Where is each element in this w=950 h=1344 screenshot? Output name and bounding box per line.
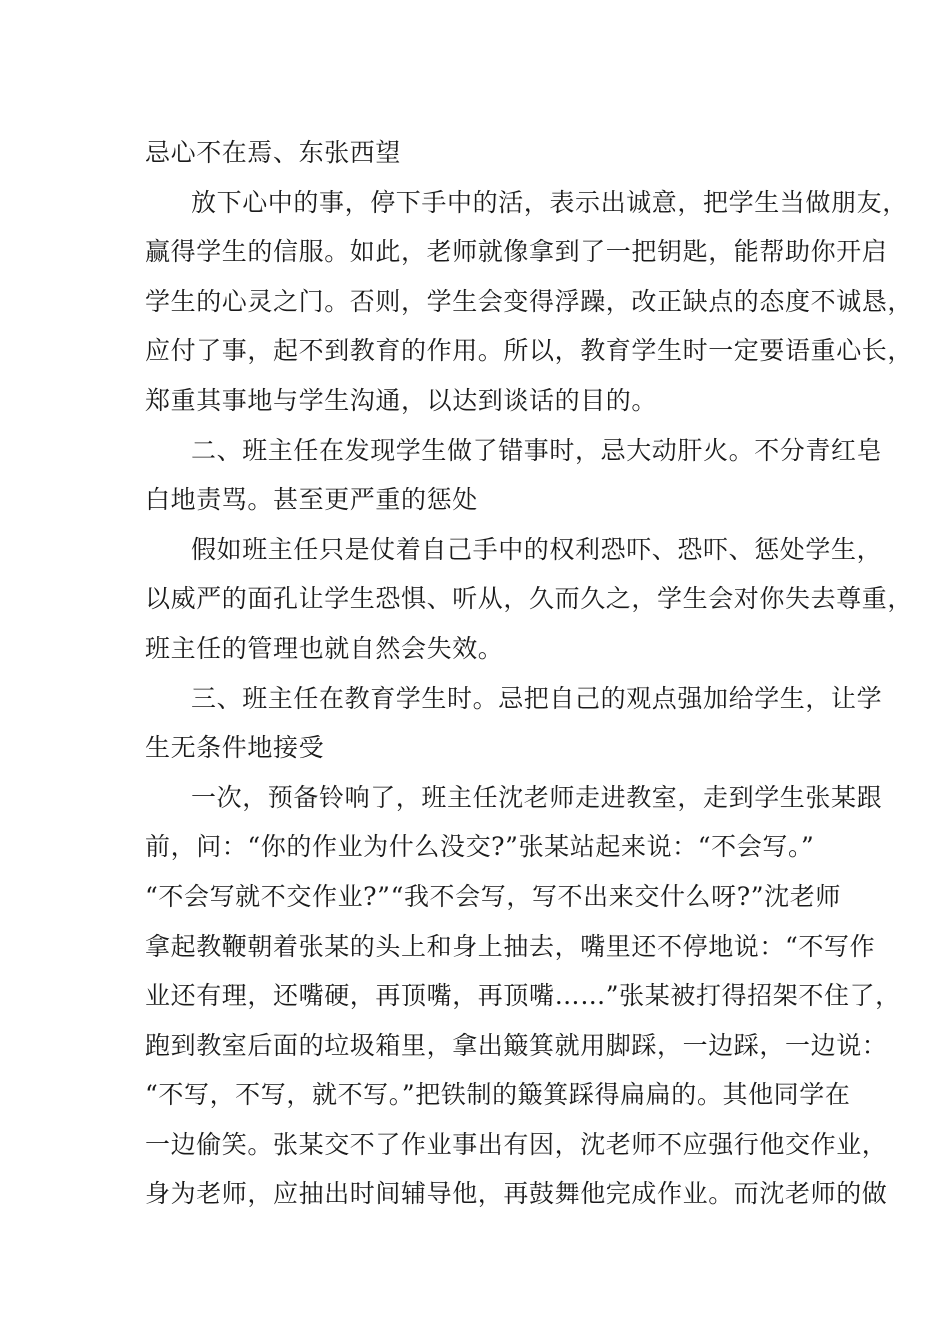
- text-line: 业还有理，还嘴硬，再顶嘴，再顶嘴……”张某被打得招架不住了，: [145, 981, 901, 1011]
- text-line: 学生的心灵之门。否则，学生会变得浮躁，改正缺点的态度不诚恳，: [145, 286, 914, 316]
- text-line: 忌心不在焉、东张西望: [145, 138, 402, 167]
- text-line: 赢得学生的信服。如此，老师就像拿到了一把钥匙，能帮助你开启: [145, 237, 888, 267]
- section-heading: 白地责骂。甚至更严重的惩处: [145, 485, 478, 515]
- text-line: 应付了事，起不到教育的作用。所以，教育学生时一定要语重心长，: [145, 336, 914, 366]
- text-line: 假如班主任只是仗着自己手中的权利恐吓、恐吓、惩处学生，: [191, 534, 883, 564]
- text-line: 一次，预备铃响了，班主任沈老师走进教室，走到学生张某跟: [191, 782, 883, 812]
- text-line: 身为老师，应抽出时间辅导他，再鼓舞他完成作业。而沈老师的做: [145, 1179, 888, 1209]
- text-line: 以威严的面孔让学生恐惧、听从，久而久之，学生会对你失去尊重，: [145, 584, 914, 614]
- text-line: 跑到教室后面的垃圾箱里，拿出簸箕就用脚踩，一边踩，一边说：: [145, 1030, 888, 1060]
- section-heading: 二、班主任在发现学生做了错事时，忌大动肝火。不分青红皂: [191, 435, 883, 465]
- text-line: 一边偷笑。张某交不了作业事出有因，沈老师不应强行他交作业，: [145, 1129, 888, 1159]
- section-heading: 生无条件地接受: [145, 733, 325, 763]
- document-body: [145, 128, 914, 1219]
- text-line: “不会写就不交作业?”“我不会写，写不出来交什么呀?”沈老师: [145, 881, 841, 911]
- text-line: 郑重其事地与学生沟通，以达到谈话的目的。: [145, 385, 658, 415]
- text-line: 前，问：“你的作业为什么没交?”张某站起来说：“不会写。”: [145, 832, 815, 862]
- section-heading: 三、班主任在教育学生时。忌把自己的观点强加给学生，让学: [191, 683, 883, 713]
- text-line: “不写，不写，就不写。”把铁制的簸箕踩得扁扁的。其他同学在: [145, 1080, 851, 1110]
- text-line: 拿起教鞭朝着张某的头上和身上抽去，嘴里还不停地说：“不写作: [145, 931, 876, 961]
- text-line: 放下心中的事，停下手中的活，表示出诚意，把学生当做朋友，: [191, 187, 908, 217]
- text-line: 班主任的管理也就自然会失效。: [145, 633, 504, 663]
